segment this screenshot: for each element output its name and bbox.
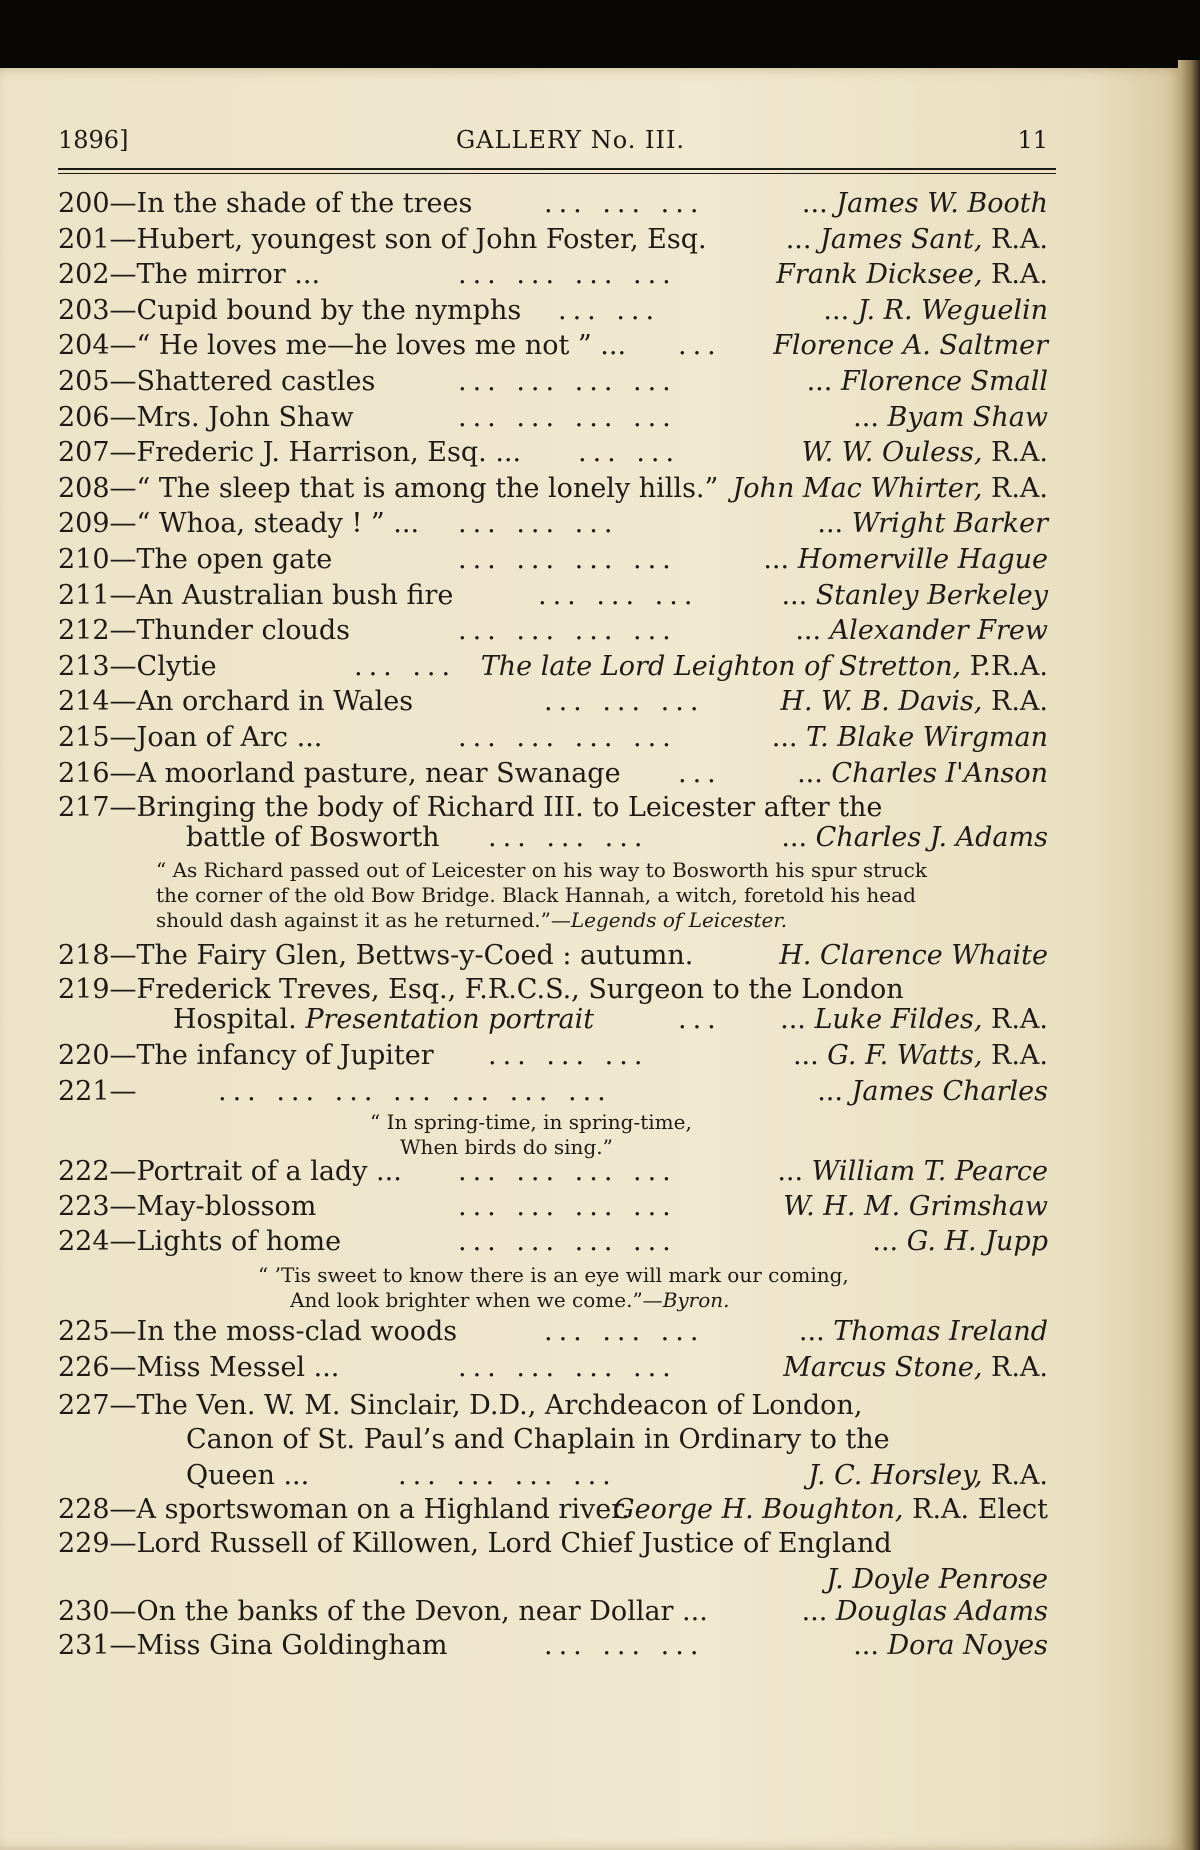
epigraph-line: “ As Richard passed out of Leicester on his way to Bosworth his spur struck: [156, 858, 927, 882]
entry-title: 212—Thunder clouds: [58, 615, 351, 647]
artist-name: The late Lord Leighton of Stretton, P.R.A.: [480, 650, 1048, 682]
leader-dots: ... ...: [558, 294, 661, 326]
leader-dots: ... ... ...: [544, 1630, 705, 1661]
entry-title: 205—Shattered castles: [58, 366, 376, 397]
list-item: [58, 473, 1048, 509]
list-item: [58, 1352, 1048, 1388]
leader-dots: ...: [678, 330, 722, 362]
list-item: [58, 437, 1048, 473]
entry-title-continued: Queen ...: [186, 1460, 310, 1491]
entry-title: 230—On the banks of the Devon, near Dollar ...: [58, 1596, 708, 1627]
leader-dots: ... ... ...: [544, 188, 705, 219]
leader-dots: ... ... ... ...: [458, 1352, 677, 1383]
entry-title: 224—Lights of home: [58, 1226, 342, 1257]
list-item: [58, 1156, 1048, 1192]
entry-title: 223—May-blossom: [58, 1191, 317, 1222]
list-item: [58, 686, 1048, 722]
artist-name: ... Luke Fildes, R.A.: [780, 1004, 1048, 1035]
list-item: [58, 1040, 1048, 1076]
leader-dots: ...: [678, 1004, 722, 1035]
list-item: [58, 544, 1048, 580]
leader-dots: ... ... ... ...: [458, 1191, 677, 1222]
list-item: [58, 1004, 1048, 1040]
epigraph-line: “ In spring-time, in spring-time,: [370, 1110, 692, 1134]
list-item: [58, 1494, 1048, 1530]
artist-name: Florence A. Saltmer: [773, 330, 1048, 362]
leader-dots: ...: [678, 757, 722, 789]
list-item: [58, 1564, 1048, 1600]
list-item: [58, 1390, 1048, 1426]
header-rule: [58, 168, 1056, 170]
running-header: [58, 126, 1048, 166]
entry-title: 228—A sportswoman on a Highland river.: [58, 1494, 630, 1525]
leader-dots: ... ... ...: [544, 1316, 705, 1347]
epigraph-line: And look brighter when we come.”—Byron.: [290, 1288, 730, 1312]
entry-title: 221—: [58, 1076, 137, 1107]
leader-dots: ... ...: [578, 437, 681, 469]
artist-name: ... Charles I'Anson: [797, 757, 1048, 789]
header-title: GALLERY No. III.: [456, 126, 686, 154]
entry-title: 204—“ He loves me—he loves me not ” ...: [58, 330, 627, 362]
list-item: [58, 758, 1048, 794]
list-item: [58, 330, 1048, 366]
leader-dots: ... ... ...: [488, 1040, 649, 1071]
list-item: [58, 1316, 1048, 1352]
entry-title: 226—Miss Messel ...: [58, 1352, 340, 1383]
list-item: [58, 295, 1048, 331]
epigraph-line: “ ’Tis sweet to know there is an eye will mark our coming,: [258, 1263, 849, 1287]
list-item: [58, 1226, 1048, 1262]
entry-title: 201—Hubert, youngest son of John Foster, Esq.: [58, 223, 707, 255]
entry-title: 208—“ The sleep that is among the lonely hills.”: [58, 472, 719, 504]
entry-title: 213—Clytie: [58, 650, 217, 682]
artist-name: George H. Boughton, R.A. Elect: [613, 1494, 1048, 1525]
leader-dots: ... ... ... ...: [458, 544, 677, 575]
artist-name: W. H. M. Grimshaw: [783, 1191, 1048, 1222]
list-item: [58, 1596, 1048, 1632]
list-item: [58, 1076, 1048, 1112]
list-item: [58, 722, 1048, 758]
entry-title: 200—In the shade of the trees: [58, 188, 473, 219]
leader-dots: ... ... ... ...: [458, 615, 677, 647]
list-item: [58, 580, 1048, 616]
artist-name: Frank Dicksee, R.A.: [776, 259, 1048, 291]
artist-name: ... Stanley Berkeley: [781, 579, 1048, 611]
entry-title: 219—Frederick Treves, Esq., F.R.C.S., Surgeon to the London: [58, 974, 904, 1005]
entry-title: 214—An orchard in Wales: [58, 686, 414, 718]
leader-dots: ... ... ...: [538, 579, 699, 611]
header-year: 1896]: [58, 126, 129, 154]
leader-dots: ... ... ... ...: [458, 722, 677, 753]
page-number: 11: [1017, 126, 1048, 154]
artist-name: ... James W. Booth: [801, 188, 1048, 219]
epigraph-line: should dash against it as he returned.”—Legends of Leicester.: [156, 908, 788, 932]
artist-name: ... J. R. Weguelin: [823, 294, 1048, 326]
artist-name: J. Doyle Penrose: [826, 1564, 1048, 1595]
leader-dots: ... ... ... ...: [398, 1460, 617, 1491]
leader-dots: ... ... ...: [488, 822, 649, 853]
entry-title: 215—Joan of Arc ...: [58, 722, 323, 753]
entry-title: 206—Mrs. John Shaw: [58, 401, 354, 433]
entry-title: 227—The Ven. W. M. Sinclair, D.D., Archdeacon of London,: [58, 1390, 863, 1421]
list-item: [58, 1630, 1048, 1666]
list-item: [58, 508, 1048, 544]
list-item: [58, 259, 1048, 295]
leader-dots: ... ... ... ...: [458, 1156, 677, 1187]
leader-dots: ... ... ...: [458, 508, 619, 540]
artist-name: ... Byam Shaw: [853, 401, 1048, 433]
entry-title: 211—An Australian bush fire: [58, 579, 454, 611]
artist-name: ... T. Blake Wirgman: [771, 722, 1048, 753]
artist-name: ... William T. Pearce: [777, 1156, 1048, 1187]
artist-name: ... G. F. Watts, R.A.: [792, 1040, 1048, 1071]
entry-title: 202—The mirror ...: [58, 259, 321, 291]
artist-name: ... Alexander Frew: [795, 615, 1048, 647]
artist-name: ... Homerville Hague: [763, 544, 1048, 575]
artist-name: ... James Charles: [817, 1076, 1048, 1107]
entry-title: 225—In the moss-clad woods: [58, 1316, 458, 1347]
artist-name: J. C. Horsley, R.A.: [808, 1460, 1048, 1491]
entry-title: 220—The infancy of Jupiter: [58, 1040, 434, 1071]
artist-name: Marcus Stone, R.A.: [783, 1352, 1048, 1383]
entry-title-continued: Canon of St. Paul’s and Chaplain in Ordinary to the: [186, 1424, 890, 1455]
artist-name: ... Dora Noyes: [853, 1630, 1048, 1661]
artist-name: H. W. B. Davis, R.A.: [780, 686, 1048, 718]
artist-name: ... Thomas Ireland: [798, 1316, 1048, 1347]
list-item: [58, 651, 1048, 687]
list-item: [58, 1424, 1048, 1460]
list-item: [58, 188, 1048, 224]
epigraph-line: the corner of the old Bow Bridge. Black Hannah, a witch, foretold his head: [156, 883, 916, 907]
list-item: [58, 615, 1048, 651]
entry-title: 218—The Fairy Glen, Bettws-y-Coed : autumn.: [58, 940, 694, 971]
artist-name: ... James Sant, R.A.: [785, 223, 1048, 255]
entry-title: 229—Lord Russell of Killowen, Lord Chief Justice of England: [58, 1528, 892, 1559]
entry-title: 216—A moorland pasture, near Swanage: [58, 757, 621, 789]
artist-name: ... Charles J. Adams: [781, 822, 1048, 853]
entry-title: 207—Frederic J. Harrison, Esq. ...: [58, 437, 522, 469]
artist-name: ... Wright Barker: [817, 508, 1048, 540]
list-item: [58, 1528, 1048, 1564]
epigraph-line: When birds do sing.”: [400, 1135, 613, 1159]
entry-title-continued: battle of Bosworth: [186, 822, 440, 853]
leader-dots: ... ... ... ...: [458, 259, 677, 291]
list-item: [58, 366, 1048, 402]
list-item: [58, 1191, 1048, 1227]
entry-title: 210—The open gate: [58, 544, 333, 575]
leader-dots: ... ... ... ...: [458, 401, 677, 433]
leader-dots: ... ... ... ...: [458, 1226, 677, 1257]
list-item: [58, 940, 1048, 976]
entry-title: 217—Bringing the body of Richard III. to Leicester after the: [58, 792, 883, 823]
leader-dots: ... ... ... ...: [458, 366, 677, 397]
header-rule-thin: [58, 173, 1056, 174]
artist-name: ... Florence Small: [806, 366, 1048, 397]
list-item: [58, 822, 1048, 858]
entry-title: 231—Miss Gina Goldingham: [58, 1630, 448, 1661]
entry-title-continued: Hospital. Presentation portrait: [173, 1004, 595, 1035]
list-item: [58, 224, 1048, 260]
entry-title: 203—Cupid bound by the nymphs: [58, 294, 522, 326]
leader-dots: ... ... ... ... ... ... ...: [218, 1076, 612, 1107]
entry-title: 209—“ Whoa, steady ! ” ...: [58, 508, 420, 540]
leader-dots: ... ...: [354, 650, 457, 682]
artist-name: John Mac Whirter, R.A.: [732, 472, 1048, 504]
list-item: [58, 402, 1048, 438]
entry-title: 222—Portrait of a lady ...: [58, 1156, 402, 1187]
artist-name: ... G. H. Jupp: [872, 1226, 1048, 1257]
list-item: [58, 1460, 1048, 1496]
artist-name: H. Clarence Whaite: [779, 940, 1048, 971]
leader-dots: ... ... ...: [544, 686, 705, 718]
artist-name: W. W. Ouless, R.A.: [801, 437, 1048, 469]
artist-name: ... Douglas Adams: [801, 1596, 1048, 1627]
